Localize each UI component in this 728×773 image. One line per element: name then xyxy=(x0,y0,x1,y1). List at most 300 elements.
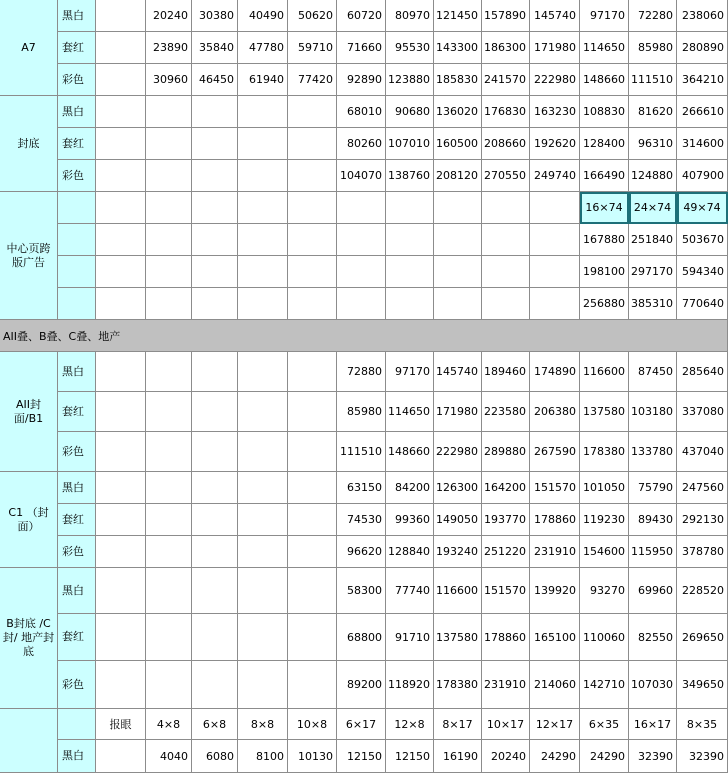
price-cell: 4040 xyxy=(146,740,192,773)
price-cell xyxy=(146,224,192,256)
price-cell xyxy=(238,504,288,536)
price-cell xyxy=(238,536,288,568)
price-cell: 378780 xyxy=(677,536,728,568)
price-cell: 23890 xyxy=(146,32,192,64)
price-cell: 222980 xyxy=(434,432,482,472)
price-cell xyxy=(288,288,337,320)
price-cell xyxy=(96,224,146,256)
price-cell: 208120 xyxy=(434,160,482,192)
price-cell: 267590 xyxy=(530,432,580,472)
price-cell xyxy=(96,32,146,64)
price-cell: 24290 xyxy=(580,740,629,773)
price-cell: 337080 xyxy=(677,392,728,432)
price-cell xyxy=(146,352,192,392)
size-header-cell: 24×74 xyxy=(629,192,677,224)
price-cell xyxy=(238,160,288,192)
price-cell xyxy=(238,256,288,288)
price-cell: 96620 xyxy=(337,536,386,568)
price-cell xyxy=(530,288,580,320)
price-cell: 116600 xyxy=(580,352,629,392)
price-cell: 90680 xyxy=(386,96,434,128)
group-label: A7 xyxy=(0,0,58,96)
price-cell: 97170 xyxy=(580,0,629,32)
price-cell xyxy=(192,352,238,392)
price-cell: 93270 xyxy=(580,568,629,614)
price-cell xyxy=(288,661,337,709)
price-cell xyxy=(146,472,192,504)
price-cell: 222980 xyxy=(530,64,580,96)
price-cell xyxy=(96,96,146,128)
price-cell: 60720 xyxy=(337,0,386,32)
price-cell xyxy=(386,256,434,288)
price-cell: 114650 xyxy=(386,392,434,432)
price-cell: 165100 xyxy=(530,614,580,661)
price-cell: 128840 xyxy=(386,536,434,568)
price-cell xyxy=(96,504,146,536)
price-cell: 87450 xyxy=(629,352,677,392)
price-cell: 50620 xyxy=(288,0,337,32)
price-cell xyxy=(337,256,386,288)
price-cell xyxy=(386,288,434,320)
price-cell xyxy=(96,256,146,288)
price-cell: 4×8 xyxy=(146,709,192,740)
price-cell: 12150 xyxy=(386,740,434,773)
row-type-label: 彩色 xyxy=(58,432,96,472)
price-cell: 74530 xyxy=(337,504,386,536)
price-cell: 68010 xyxy=(337,96,386,128)
price-cell xyxy=(482,288,530,320)
price-cell: 241570 xyxy=(482,64,530,96)
price-cell: 10×8 xyxy=(288,709,337,740)
price-cell xyxy=(96,128,146,160)
price-cell xyxy=(288,504,337,536)
price-cell xyxy=(288,96,337,128)
price-cell xyxy=(192,128,238,160)
row-type-label: 彩色 xyxy=(58,661,96,709)
price-cell xyxy=(192,661,238,709)
price-cell xyxy=(146,392,192,432)
price-cell xyxy=(288,392,337,432)
price-cell xyxy=(192,536,238,568)
group-label: AII封面/B1 xyxy=(0,352,58,472)
price-cell: 770640 xyxy=(677,288,728,320)
price-cell xyxy=(146,256,192,288)
price-cell: 289880 xyxy=(482,432,530,472)
price-cell: 40490 xyxy=(238,0,288,32)
price-cell: 35840 xyxy=(192,32,238,64)
price-cell xyxy=(192,504,238,536)
price-cell: 178380 xyxy=(434,661,482,709)
price-cell: 154600 xyxy=(580,536,629,568)
price-cell: 101050 xyxy=(580,472,629,504)
price-cell: 138760 xyxy=(386,160,434,192)
price-cell: 206380 xyxy=(530,392,580,432)
row-type-label xyxy=(58,224,96,256)
price-cell: 85980 xyxy=(629,32,677,64)
price-cell: 171980 xyxy=(530,32,580,64)
price-cell xyxy=(434,224,482,256)
price-cell: 107010 xyxy=(386,128,434,160)
group-label xyxy=(0,709,58,773)
price-cell: 149050 xyxy=(434,504,482,536)
price-cell: 185830 xyxy=(434,64,482,96)
price-cell: 231910 xyxy=(530,536,580,568)
price-cell xyxy=(192,160,238,192)
price-cell: 95530 xyxy=(386,32,434,64)
price-cell xyxy=(192,392,238,432)
price-cell: 189460 xyxy=(482,352,530,392)
price-cell xyxy=(192,432,238,472)
row-type-label xyxy=(58,256,96,288)
price-cell xyxy=(238,128,288,160)
price-cell xyxy=(96,614,146,661)
price-cell: 285640 xyxy=(677,352,728,392)
price-cell: 80970 xyxy=(386,0,434,32)
group-label: 中心页跨版广告 xyxy=(0,192,58,320)
price-cell: 145740 xyxy=(434,352,482,392)
price-cell xyxy=(288,224,337,256)
price-cell: 91710 xyxy=(386,614,434,661)
row-type-label: 黑白 xyxy=(58,472,96,504)
price-cell: 136020 xyxy=(434,96,482,128)
row-type-label: 套红 xyxy=(58,614,96,661)
price-cell xyxy=(337,288,386,320)
price-cell: 292130 xyxy=(677,504,728,536)
price-cell xyxy=(192,96,238,128)
row-type-label: 彩色 xyxy=(58,536,96,568)
price-cell: 126300 xyxy=(434,472,482,504)
price-cell xyxy=(96,536,146,568)
price-cell: 12×8 xyxy=(386,709,434,740)
price-cell: 116600 xyxy=(434,568,482,614)
price-cell: 228520 xyxy=(677,568,728,614)
price-cell xyxy=(288,536,337,568)
price-cell: 160500 xyxy=(434,128,482,160)
price-cell xyxy=(434,256,482,288)
price-cell xyxy=(238,96,288,128)
row-type-label xyxy=(58,192,96,224)
price-cell xyxy=(192,288,238,320)
price-cell: 63150 xyxy=(337,472,386,504)
price-cell xyxy=(96,192,146,224)
price-cell xyxy=(337,192,386,224)
price-cell xyxy=(238,192,288,224)
price-cell: 148660 xyxy=(580,64,629,96)
price-cell xyxy=(288,352,337,392)
price-cell xyxy=(288,432,337,472)
price-cell: 110060 xyxy=(580,614,629,661)
price-cell: 151570 xyxy=(530,472,580,504)
price-cell: 143300 xyxy=(434,32,482,64)
price-cell: 174890 xyxy=(530,352,580,392)
price-cell: 111510 xyxy=(337,432,386,472)
price-cell: 77740 xyxy=(386,568,434,614)
price-cell xyxy=(288,256,337,288)
price-cell: 20240 xyxy=(482,740,530,773)
section-header: AII叠、B叠、C叠、地产 xyxy=(0,320,728,352)
price-cell: 6080 xyxy=(192,740,238,773)
price-cell: 297170 xyxy=(629,256,677,288)
row-type-label: 彩色 xyxy=(58,160,96,192)
price-cell: 58300 xyxy=(337,568,386,614)
price-cell xyxy=(482,192,530,224)
price-cell: 12×17 xyxy=(530,709,580,740)
price-cell: 77420 xyxy=(288,64,337,96)
price-cell: 72880 xyxy=(337,352,386,392)
price-cell xyxy=(192,256,238,288)
price-cell: 97170 xyxy=(386,352,434,392)
price-cell: 314600 xyxy=(677,128,728,160)
row-type-label: 彩色 xyxy=(58,64,96,96)
price-cell: 157890 xyxy=(482,0,530,32)
price-cell: 364210 xyxy=(677,64,728,96)
price-cell: 96310 xyxy=(629,128,677,160)
price-cell: 266610 xyxy=(677,96,728,128)
row-type-label: 黑白 xyxy=(58,740,96,773)
price-cell xyxy=(530,256,580,288)
price-cell xyxy=(96,0,146,32)
price-cell: 249740 xyxy=(530,160,580,192)
price-cell: 8×17 xyxy=(434,709,482,740)
price-cell xyxy=(238,224,288,256)
price-cell: 108830 xyxy=(580,96,629,128)
price-cell: 30960 xyxy=(146,64,192,96)
price-cell: 238060 xyxy=(677,0,728,32)
price-cell: 20240 xyxy=(146,0,192,32)
price-cell: 68800 xyxy=(337,614,386,661)
price-cell xyxy=(146,504,192,536)
price-cell: 119230 xyxy=(580,504,629,536)
price-cell xyxy=(288,160,337,192)
price-cell: 89430 xyxy=(629,504,677,536)
row-type-label: 套红 xyxy=(58,392,96,432)
price-cell: 133780 xyxy=(629,432,677,472)
price-cell: 151570 xyxy=(482,568,530,614)
price-cell xyxy=(337,224,386,256)
row-type-label xyxy=(58,709,96,740)
price-cell: 280890 xyxy=(677,32,728,64)
row-type-label xyxy=(58,288,96,320)
price-cell: 251220 xyxy=(482,536,530,568)
price-cell: 30380 xyxy=(192,0,238,32)
price-cell: 128400 xyxy=(580,128,629,160)
price-cell: 报眼 xyxy=(96,709,146,740)
price-cell: 59710 xyxy=(288,32,337,64)
price-cell xyxy=(288,568,337,614)
price-cell: 123880 xyxy=(386,64,434,96)
price-cell xyxy=(530,224,580,256)
price-cell: 193770 xyxy=(482,504,530,536)
group-label: B封底 /C封/ 地产封底 xyxy=(0,568,58,709)
price-cell: 10130 xyxy=(288,740,337,773)
price-cell xyxy=(96,472,146,504)
price-cell: 270550 xyxy=(482,160,530,192)
price-cell: 145740 xyxy=(530,0,580,32)
price-cell: 247560 xyxy=(677,472,728,504)
price-cell: 269650 xyxy=(677,614,728,661)
price-cell: 6×17 xyxy=(337,709,386,740)
price-cell xyxy=(288,128,337,160)
price-cell: 46450 xyxy=(192,64,238,96)
price-cell: 104070 xyxy=(337,160,386,192)
price-cell: 251840 xyxy=(629,224,677,256)
price-cell: 385310 xyxy=(629,288,677,320)
price-cell: 137580 xyxy=(580,392,629,432)
price-cell xyxy=(96,661,146,709)
price-cell xyxy=(530,192,580,224)
price-cell: 186300 xyxy=(482,32,530,64)
price-cell xyxy=(238,288,288,320)
row-type-label: 套红 xyxy=(58,32,96,64)
row-type-label: 黑白 xyxy=(58,352,96,392)
price-cell xyxy=(96,568,146,614)
price-cell: 84200 xyxy=(386,472,434,504)
price-cell: 164200 xyxy=(482,472,530,504)
size-header-cell: 16×74 xyxy=(580,192,629,224)
price-cell: 115950 xyxy=(629,536,677,568)
price-cell: 6×8 xyxy=(192,709,238,740)
price-cell xyxy=(96,740,146,773)
row-type-label: 黑白 xyxy=(58,96,96,128)
price-cell: 82550 xyxy=(629,614,677,661)
price-cell xyxy=(146,614,192,661)
price-cell xyxy=(96,64,146,96)
price-cell: 148660 xyxy=(386,432,434,472)
price-cell: 176830 xyxy=(482,96,530,128)
price-cell: 92890 xyxy=(337,64,386,96)
price-cell xyxy=(96,432,146,472)
price-cell: 198100 xyxy=(580,256,629,288)
price-cell: 118920 xyxy=(386,661,434,709)
price-cell xyxy=(96,392,146,432)
price-cell: 69960 xyxy=(629,568,677,614)
price-cell: 178380 xyxy=(580,432,629,472)
price-cell xyxy=(434,192,482,224)
price-cell xyxy=(386,224,434,256)
price-cell: 137580 xyxy=(434,614,482,661)
price-cell: 71660 xyxy=(337,32,386,64)
price-cell xyxy=(288,192,337,224)
price-cell: 10×17 xyxy=(482,709,530,740)
price-cell xyxy=(146,160,192,192)
price-cell: 223580 xyxy=(482,392,530,432)
price-cell: 167880 xyxy=(580,224,629,256)
price-cell xyxy=(96,160,146,192)
price-cell: 208660 xyxy=(482,128,530,160)
price-cell: 16×17 xyxy=(629,709,677,740)
price-cell: 594340 xyxy=(677,256,728,288)
price-cell xyxy=(192,224,238,256)
price-cell: 178860 xyxy=(482,614,530,661)
group-label: C1 （封面） xyxy=(0,472,58,568)
price-cell xyxy=(146,192,192,224)
price-cell: 163230 xyxy=(530,96,580,128)
price-cell xyxy=(238,472,288,504)
price-cell xyxy=(238,352,288,392)
price-cell xyxy=(238,392,288,432)
price-cell: 121450 xyxy=(434,0,482,32)
price-cell xyxy=(192,472,238,504)
price-cell: 193240 xyxy=(434,536,482,568)
price-cell: 81620 xyxy=(629,96,677,128)
price-cell: 32390 xyxy=(629,740,677,773)
price-cell xyxy=(238,568,288,614)
size-header-cell: 49×74 xyxy=(677,192,728,224)
price-cell xyxy=(386,192,434,224)
price-cell xyxy=(146,432,192,472)
row-type-label: 黑白 xyxy=(58,0,96,32)
price-cell: 114650 xyxy=(580,32,629,64)
price-cell: 12150 xyxy=(337,740,386,773)
price-cell xyxy=(192,192,238,224)
price-cell: 61940 xyxy=(238,64,288,96)
price-cell xyxy=(192,614,238,661)
price-cell: 124880 xyxy=(629,160,677,192)
price-cell: 139920 xyxy=(530,568,580,614)
price-cell: 8100 xyxy=(238,740,288,773)
price-cell: 89200 xyxy=(337,661,386,709)
price-cell xyxy=(238,614,288,661)
price-cell xyxy=(482,256,530,288)
row-type-label: 套红 xyxy=(58,128,96,160)
price-cell xyxy=(146,288,192,320)
price-cell: 256880 xyxy=(580,288,629,320)
price-cell xyxy=(146,128,192,160)
price-cell: 214060 xyxy=(530,661,580,709)
price-cell: 85980 xyxy=(337,392,386,432)
price-cell xyxy=(96,352,146,392)
price-cell: 16190 xyxy=(434,740,482,773)
price-cell: 32390 xyxy=(677,740,728,773)
price-cell xyxy=(146,661,192,709)
price-cell: 103180 xyxy=(629,392,677,432)
price-cell: 166490 xyxy=(580,160,629,192)
price-cell: 142710 xyxy=(580,661,629,709)
price-cell: 437040 xyxy=(677,432,728,472)
price-cell: 8×8 xyxy=(238,709,288,740)
price-cell: 192620 xyxy=(530,128,580,160)
price-cell xyxy=(146,96,192,128)
price-cell xyxy=(288,472,337,504)
row-type-label: 套红 xyxy=(58,504,96,536)
price-cell: 407900 xyxy=(677,160,728,192)
price-cell: 349650 xyxy=(677,661,728,709)
price-cell: 6×35 xyxy=(580,709,629,740)
group-label: 封底 xyxy=(0,96,58,192)
price-cell xyxy=(434,288,482,320)
price-cell: 80260 xyxy=(337,128,386,160)
price-cell: 231910 xyxy=(482,661,530,709)
price-cell: 503670 xyxy=(677,224,728,256)
price-cell xyxy=(238,432,288,472)
price-cell xyxy=(96,288,146,320)
price-cell: 72280 xyxy=(629,0,677,32)
price-cell: 8×35 xyxy=(677,709,728,740)
price-cell: 24290 xyxy=(530,740,580,773)
price-cell xyxy=(482,224,530,256)
price-cell: 75790 xyxy=(629,472,677,504)
price-cell: 111510 xyxy=(629,64,677,96)
price-cell xyxy=(288,614,337,661)
price-cell xyxy=(146,568,192,614)
price-cell: 171980 xyxy=(434,392,482,432)
price-cell xyxy=(238,661,288,709)
price-cell xyxy=(192,568,238,614)
price-cell: 107030 xyxy=(629,661,677,709)
price-cell: 178860 xyxy=(530,504,580,536)
price-cell: 47780 xyxy=(238,32,288,64)
price-cell xyxy=(146,536,192,568)
